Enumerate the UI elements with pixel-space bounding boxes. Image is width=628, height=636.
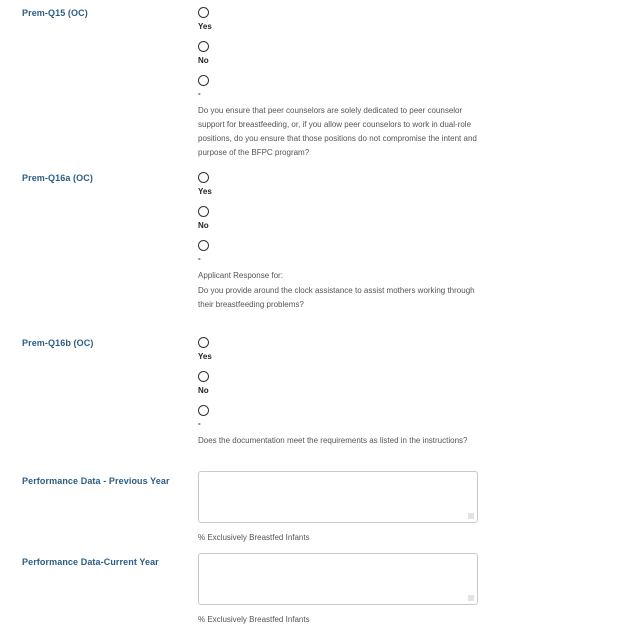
- resize-handle-icon[interactable]: [468, 513, 474, 519]
- help-text-q16b: Does the documentation meet the requirements as listed in the instructions?: [198, 436, 468, 445]
- help-text-q15: Do you ensure that peer counselors are solely dedicated to peer counselor support for breastfeeding, or, if you allow peer counselors to work in dual-role positions, do you ensure that those positions do not compromise the intent and purpose of the BFPC program?: [198, 106, 477, 157]
- radio-label-q16a-yes: Yes: [198, 187, 212, 196]
- radio-q15-yes[interactable]: [198, 7, 209, 18]
- radio-q16a-yes[interactable]: [198, 172, 209, 183]
- radio-q16a-dash[interactable]: [198, 240, 209, 251]
- help-text-previous-year: % Exclusively Breastfed Infants: [198, 533, 310, 542]
- help-text-current-year: % Exclusively Breastfed Infants: [198, 615, 310, 624]
- current-year-textarea[interactable]: [198, 553, 478, 605]
- radio-label-q15-dash: -: [198, 89, 201, 98]
- radio-q16a-no[interactable]: [198, 206, 209, 217]
- help-text-q16a-prefix: Applicant Response for:: [198, 271, 283, 280]
- help-text-q16a: Do you provide around the clock assistance to assist mothers working through their breastfeeding problems?: [198, 286, 475, 309]
- resize-handle-icon[interactable]: [468, 595, 474, 601]
- question-label-q15: Prem-Q15 (OC): [22, 8, 88, 18]
- radio-label-q16b-no: No: [198, 386, 209, 395]
- question-label-q16b: Prem-Q16b (OC): [22, 338, 94, 348]
- radio-label-q16a-no: No: [198, 221, 209, 230]
- radio-label-q15-no: No: [198, 56, 209, 65]
- radio-q15-dash[interactable]: [198, 75, 209, 86]
- field-label-current-year: Performance Data-Current Year: [22, 557, 159, 567]
- radio-label-q16b-dash: -: [198, 419, 201, 428]
- radio-q16b-no[interactable]: [198, 371, 209, 382]
- radio-label-q16b-yes: Yes: [198, 352, 212, 361]
- radio-label-q16a-dash: -: [198, 254, 201, 263]
- question-label-q16a: Prem-Q16a (OC): [22, 173, 93, 183]
- radio-q15-no[interactable]: [198, 41, 209, 52]
- radio-label-q15-yes: Yes: [198, 22, 212, 31]
- radio-q16b-yes[interactable]: [198, 337, 209, 348]
- field-label-previous-year: Performance Data - Previous Year: [22, 476, 170, 486]
- previous-year-textarea[interactable]: [198, 471, 478, 523]
- radio-q16b-dash[interactable]: [198, 405, 209, 416]
